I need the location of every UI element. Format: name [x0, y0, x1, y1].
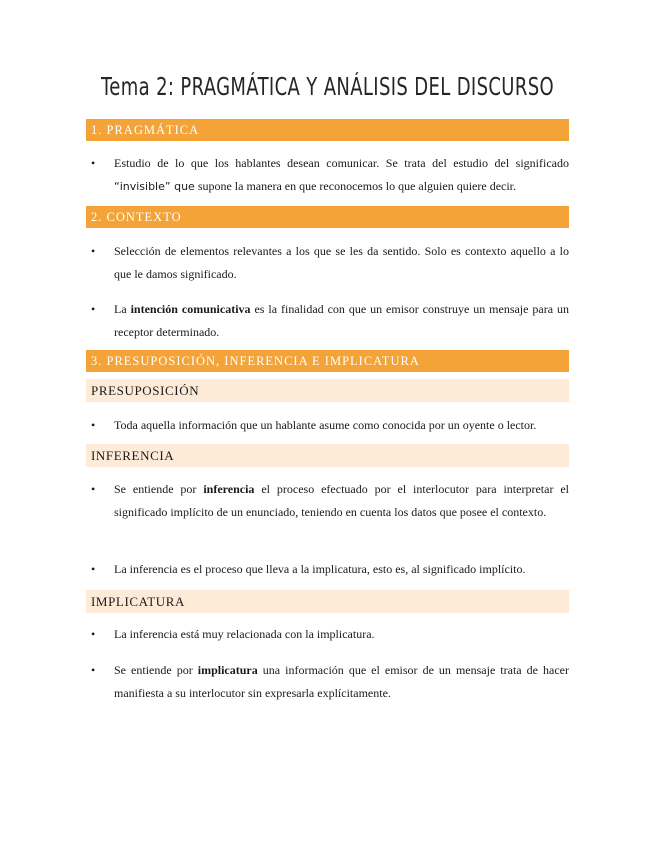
list-item: [91, 240, 569, 285]
list-item: [91, 478, 569, 523]
list-item-text: La intención comunicativa es la finalidad con que un emisor construye un mensaje para un receptor determinado.: [114, 302, 569, 339]
section-heading-presuposicion: 3. PRESUPOSICIÓN, INFERENCIA E IMPLICATURA: [86, 350, 569, 372]
list-item: [91, 623, 569, 646]
bullet-icon: •: [91, 302, 96, 316]
subsection-heading-presuposicion: PRESUPOSICIÓN: [86, 379, 569, 402]
bullet-icon: •: [91, 156, 96, 170]
bullet-icon: •: [91, 244, 96, 258]
list-item: [91, 414, 569, 437]
bold-term: intención comunicativa: [130, 302, 251, 316]
list-item: [91, 298, 569, 343]
list-item: [91, 659, 569, 704]
bullet-icon: •: [91, 482, 96, 496]
bullet-icon: •: [91, 562, 96, 576]
bold-term: inferencia: [203, 482, 255, 496]
list-item-text: Selección de elementos relevantes a los que se les da sentido. Solo es contexto aquello a lo que le damos significado.: [114, 244, 569, 281]
list-item-text: La inferencia está muy relacionada con la implicatura.: [114, 627, 375, 641]
list-item-text: Toda aquella información que un hablante asume como conocida por un oyente o lector.: [114, 418, 537, 432]
list-item-text: Estudio de lo que los hablantes desean comunicar. Se trata del estudio del significado “invisible” que supone la manera en que reconocemos lo que alguien quiere decir.: [114, 156, 569, 193]
bold-term: implicatura: [197, 663, 258, 677]
section-heading-contexto: 2. CONTEXTO: [86, 206, 569, 228]
bullet-icon: •: [91, 663, 96, 677]
handwritten-phrase: “invisible” que: [114, 179, 195, 193]
list-item: [91, 152, 569, 198]
list-item-text: Se entiende por inferencia el proceso efectuado por el interlocutor para interpretar el significado implícito de un enunciado, teniendo en cuenta los datos que posee el contexto.: [114, 482, 569, 519]
list-item-text: Se entiende por implicatura una información que el emisor de un mensaje trata de hacer manifiesta a su interlocutor sin expresarla explícitamente.: [114, 663, 569, 700]
bullet-icon: •: [91, 418, 96, 432]
bullet-icon: •: [91, 627, 96, 641]
subsection-heading-implicatura: IMPLICATURA: [86, 590, 569, 613]
page-title: Tema 2: PRAGMÁTICA Y ANÁLISIS DEL DISCURSO: [100, 72, 555, 101]
list-item-text: La inferencia es el proceso que lleva a la implicatura, esto es, al significado implícito.: [114, 562, 526, 576]
section-heading-pragmatica: 1. PRAGMÁTICA: [86, 119, 569, 141]
list-item: [91, 558, 569, 581]
subsection-heading-inferencia: INFERENCIA: [86, 444, 569, 467]
